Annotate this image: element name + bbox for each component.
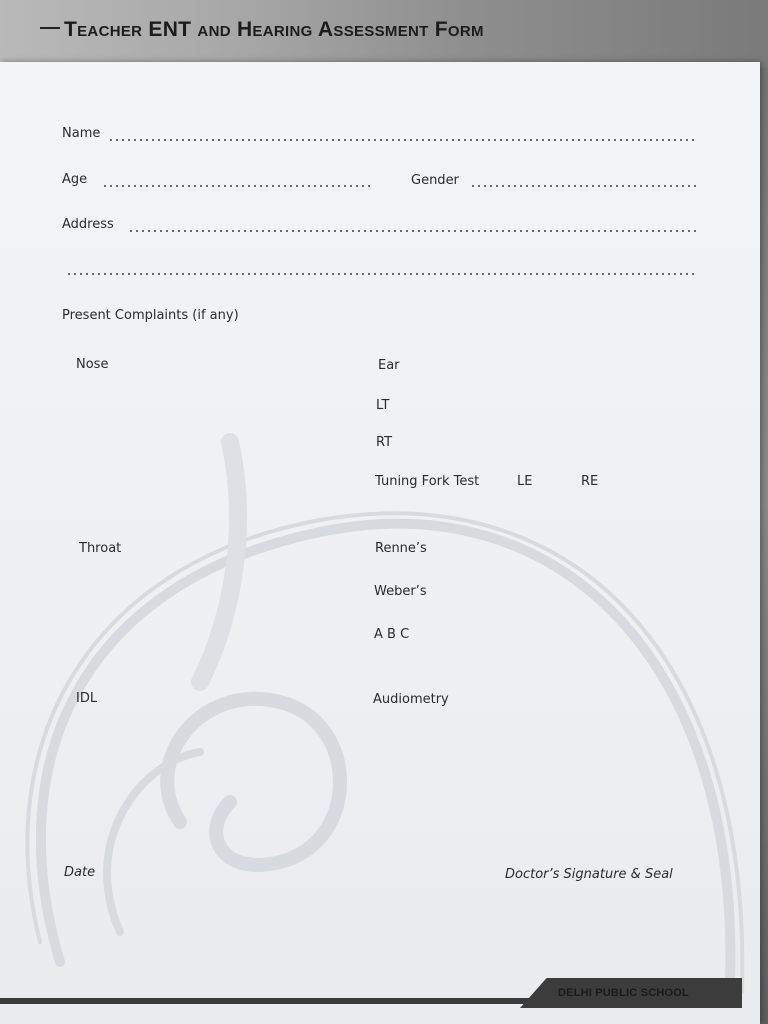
ear-label: Ear	[378, 358, 400, 373]
gender-label: Gender	[411, 173, 459, 188]
address-line[interactable]	[128, 230, 696, 232]
lt-label: LT	[376, 398, 390, 413]
date-label: Date	[64, 865, 96, 880]
name-line[interactable]	[108, 139, 698, 141]
nose-label: Nose	[76, 357, 109, 372]
age-line[interactable]	[102, 185, 372, 187]
tuning-fork-label: Tuning Fork Test	[375, 474, 480, 489]
audiometry-label: Audiometry	[373, 692, 449, 707]
idl-label: IDL	[76, 691, 98, 706]
header-tick	[40, 27, 60, 29]
complaints-heading: Present Complaints (if any)	[62, 308, 239, 323]
address-line-2[interactable]	[66, 273, 696, 275]
school-name: DELHI PUBLIC SCHOOL	[558, 987, 689, 999]
address-label: Address	[62, 217, 114, 232]
rt-label: RT	[376, 435, 393, 450]
form-title: Teacher ENT and Hearing Assessment Form	[64, 18, 484, 41]
throat-label: Throat	[79, 541, 122, 556]
name-label: Name	[62, 126, 101, 141]
webers-label: Weber’s	[374, 584, 427, 599]
le-label: LE	[517, 474, 533, 489]
re-label: RE	[581, 474, 599, 489]
signature-label: Doctor’s Signature & Seal	[505, 867, 673, 882]
age-label: Age	[62, 172, 88, 187]
abc-label: A B C	[374, 627, 410, 642]
gender-line[interactable]	[470, 185, 696, 187]
rennes-label: Renne’s	[375, 541, 427, 556]
